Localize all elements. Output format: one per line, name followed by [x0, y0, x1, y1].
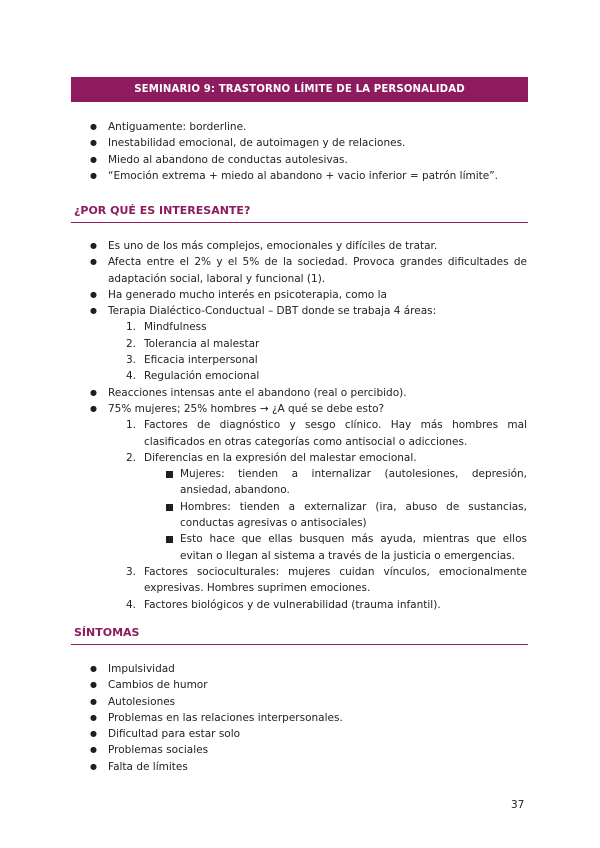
section-heading-text: SÍNTOMAS: [74, 626, 140, 639]
list-item: ● Dificultad para estar solo: [90, 726, 527, 742]
list-item-text: Terapia Dialéctico-Conductual – DBT donde se trabaja 4 áreas:: [108, 305, 437, 318]
list-item: ● Problemas en las relaciones interpersonales.: [90, 710, 527, 726]
item-number: 3.: [126, 565, 137, 578]
numbered-item: [126, 597, 527, 613]
list-item: ● Es uno de los más complejos, emocionales y difíciles de tratar.: [90, 238, 527, 254]
square-bullet-icon: [166, 504, 173, 511]
square-bullet-icon: [166, 471, 173, 478]
numbered-item: [126, 352, 527, 368]
sub-item-text: Mujeres: tienden a internalizar (autolesiones, depresión, ansiedad, abandono.: [180, 468, 527, 497]
item-text: Factores de diagnóstico y sesgo clínico. Hay más hombres mal clasificados en otras categorías como antisocial o adicciones.: [144, 419, 527, 448]
numbered-item: [126, 417, 527, 450]
list-item: ● Miedo al abandono de conductas autolesivas.: [90, 152, 527, 168]
numbered-item: [126, 564, 527, 597]
section-heading-text: ¿POR QUÉ ES INTERESANTE?: [74, 204, 251, 217]
item-text: Regulación emocional: [144, 370, 260, 383]
document-title: SEMINARIO 9: TRASTORNO LÍMITE DE LA PERSONALIDAD: [134, 84, 465, 95]
list-item: ● Reacciones intensas ante el abandono (real o percibido).: [90, 385, 527, 401]
intro-list: [90, 119, 527, 184]
list-item: ● Afecta entre el 2% y el 5% de la sociedad. Provoca grandes dificultades de adaptación social, laboral y funcional (1).: [90, 254, 527, 287]
item-number: 2.: [126, 451, 137, 464]
item-number: 4.: [126, 598, 137, 611]
list-item-text: 75% mujeres; 25% hombres → ¿A qué se debe esto?: [108, 402, 385, 415]
item-text: Mindfulness: [144, 321, 207, 334]
list-item: [90, 303, 527, 384]
item-text: Factores biológicos y de vulnerabilidad (trauma infantil).: [144, 598, 441, 611]
item-number: 1.: [126, 419, 137, 432]
item-text: Diferencias en la expresión del malestar emocional.: [144, 451, 417, 464]
item-text: Tolerancia al malestar: [144, 337, 260, 350]
list-item: [90, 401, 527, 613]
item-number: 2.: [126, 337, 137, 350]
sub-item: [162, 466, 527, 499]
list-item: ● Inestabilidad emocional, de autoimagen y de relaciones.: [90, 135, 527, 151]
list-item: ● “Emoción extrema + miedo al abandono + vacio inferior = patrón límite”.: [90, 168, 527, 184]
symptoms-list: [90, 661, 527, 775]
numbered-item: [126, 336, 527, 352]
dbt-areas-list: [126, 319, 527, 384]
page-number: 37: [511, 799, 525, 811]
square-bullet-icon: [166, 536, 173, 543]
item-number: 3.: [126, 354, 137, 367]
sub-item: [162, 531, 527, 564]
section-heading-interest: [71, 200, 528, 223]
list-item: ● Problemas sociales: [90, 742, 527, 758]
numbered-item: [126, 450, 527, 564]
item-number: 4.: [126, 370, 137, 383]
interest-list: [90, 238, 527, 613]
expression-differences-list: [162, 466, 527, 564]
list-item: ● Cambios de humor: [90, 677, 527, 693]
sub-item-text: Esto hace que ellas busquen más ayuda, mientras que ellos evitan o llegan al sistema a través de la justicia o emergencias.: [180, 533, 527, 562]
item-text: Eficacia interpersonal: [144, 354, 258, 367]
item-text: Factores socioculturales: mujeres cuidan vínculos, emocionalmente expresivas. Hombres suprimen emociones.: [144, 565, 527, 595]
list-item: ● Autolesiones: [90, 694, 527, 710]
document-title-banner: [71, 77, 528, 102]
list-item: ● Falta de límites: [90, 759, 527, 775]
list-item: ● Ha generado mucho interés en psicoterapia, como la: [90, 287, 527, 303]
factors-list: [126, 417, 527, 613]
numbered-item: [126, 368, 527, 384]
sub-item: [162, 499, 527, 532]
numbered-item: [126, 319, 527, 335]
item-number: 1.: [126, 321, 137, 334]
list-item: ● Impulsividad: [90, 661, 527, 677]
section-heading-symptoms: [71, 622, 528, 645]
sub-item-text: Hombres: tienden a externalizar (ira, abuso de sustancias, conductas agresivas o antisociales): [180, 500, 527, 530]
list-item: ● Antiguamente: borderline.: [90, 119, 527, 135]
